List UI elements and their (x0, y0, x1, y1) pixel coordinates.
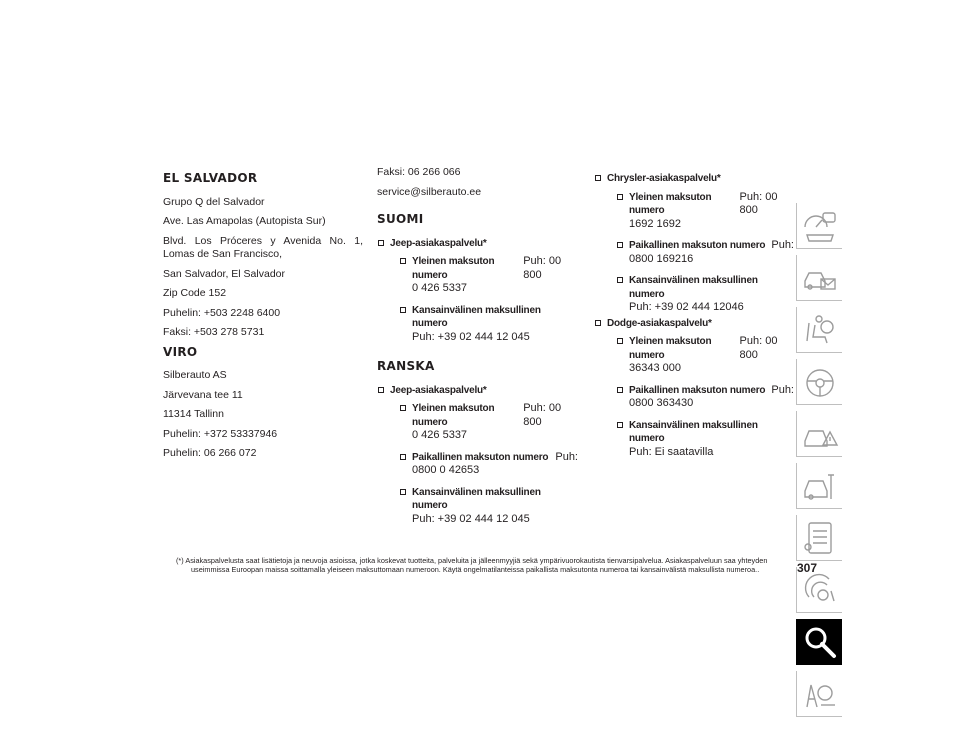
service-item: Dodge-asiakaspalvelu* (594, 317, 794, 331)
phone-item: Kansainvälinen maksullinen numero Puh: Ei saatavilla (616, 419, 794, 460)
heading-ranska: RANSKA (377, 359, 435, 373)
column-1 (163, 166, 363, 467)
text-line: San Salvador, El Salvador (163, 267, 285, 280)
dashboard-gauge-icon (801, 207, 839, 245)
tab-servicing[interactable] (796, 463, 842, 509)
specifications-list-icon (801, 519, 839, 557)
chapter-tabs (796, 203, 842, 723)
checkbox-bullet-icon (617, 242, 623, 248)
checkbox-bullet-icon (617, 277, 623, 283)
text-line: Puhelin: +503 2248 6400 (163, 306, 281, 319)
car-warning-icon (801, 415, 839, 453)
checkbox-bullet-icon (617, 338, 623, 344)
checkbox-bullet-icon (617, 194, 623, 200)
car-envelope-icon (801, 259, 839, 297)
phone-item: Yleinen maksuton numero Puh: 00 800 1692 1692 (616, 191, 794, 232)
text-line: Ave. Las Amapolas (Autopista Sur) (163, 215, 326, 227)
text-line: Faksi: +503 278 5731 (163, 326, 265, 338)
steering-wheel-icon (801, 363, 839, 401)
tab-emergency[interactable] (796, 411, 842, 457)
checkbox-bullet-icon (400, 258, 406, 264)
text-line: 11314 Tallinn (163, 408, 224, 420)
checkbox-bullet-icon (400, 489, 406, 495)
phone-item: Paikallinen maksuton numero Puh: 0800 0 42653 (399, 451, 578, 478)
heading-viro: VIRO (163, 344, 198, 359)
phone-item: Yleinen maksuton numero Puh: 00 800 0 426 5337 (399, 255, 578, 296)
footnote-line-2: useimmissa Euroopan maissa soittamalla yleiseen maksuttomaan numeroon. Käytä ongelmatilanteissa paikallista maksutonta numeroa tai kansainvälistä maksullista numeroa.. (191, 565, 760, 574)
checkbox-bullet-icon (617, 387, 623, 393)
multimedia-icon (801, 571, 839, 609)
heading-suomi: SUOMI (377, 212, 424, 226)
search-icon (801, 623, 839, 661)
tab-driving[interactable] (796, 359, 842, 405)
service-item: Jeep-asiakaspalvelu* (377, 384, 578, 398)
phone-item: Yleinen maksuton numero Puh: 00 800 36343 000 (616, 335, 794, 376)
heading-el-salvador: EL SALVADOR (163, 171, 258, 185)
service-item: Chrysler-asiakaspalvelu* (594, 172, 794, 186)
checkbox-bullet-icon (400, 454, 406, 460)
tab-getting-to-know[interactable] (796, 255, 842, 301)
email-text: service@silberauto.ee (377, 185, 482, 198)
phone-item: Kansainvälinen maksullinen numero Puh: +39 02 444 12 045 (399, 486, 578, 527)
tab-safety[interactable] (796, 307, 842, 353)
page-number: 307 (797, 561, 818, 575)
phone-item: Paikallinen maksuton numero Puh: 0800 169216 (616, 239, 794, 266)
tab-languages[interactable] (796, 671, 842, 717)
text-line: Puhelin: +372 53337946 (163, 427, 278, 440)
language-index-icon (801, 675, 839, 713)
checkbox-bullet-icon (617, 422, 623, 428)
checkbox-bullet-icon (378, 387, 384, 393)
text-line: Blvd. Los Próceres y Avenida No. 1, Lomas de San Francisco, (163, 234, 363, 260)
tab-specifications[interactable] (796, 515, 842, 561)
footnote (176, 556, 788, 574)
service-item: Jeep-asiakaspalvelu* (377, 237, 578, 251)
checkbox-bullet-icon (400, 405, 406, 411)
text-line: Puhelin: 06 266 072 (163, 447, 257, 459)
text-line: Silberauto AS (163, 369, 227, 381)
phone-item: Paikallinen maksuton numero Puh: 0800 363430 (616, 384, 794, 411)
tab-index[interactable] (796, 619, 842, 665)
phone-item: Kansainvälinen maksullinen numero Puh: +39 02 444 12 045 (399, 304, 578, 345)
checkbox-bullet-icon (400, 307, 406, 313)
text-line: Zip Code 152 (163, 287, 227, 299)
phone-item: Yleinen maksuton numero Puh: 00 800 0 426 5337 (399, 402, 578, 443)
checkbox-bullet-icon (595, 175, 601, 181)
checkbox-bullet-icon (378, 240, 384, 246)
column-3 (594, 166, 794, 467)
column-2 (377, 166, 578, 534)
car-wrench-icon (801, 467, 839, 505)
text-line: Grupo Q del Salvador (163, 195, 265, 208)
tab-dashboard[interactable] (796, 203, 842, 249)
checkbox-bullet-icon (595, 320, 601, 326)
text-line: Faksi: 06 266 066 (377, 166, 461, 178)
text-line: Järvevana tee 11 (163, 388, 243, 401)
airbag-seat-icon (801, 311, 839, 349)
phone-item: Kansainvälinen maksullinen numero Puh: +39 02 444 12046 (616, 274, 794, 315)
footnote-line-1: (*) Asiakaspalvelusta saat lisätietoja ja neuvoja asioissa, jotka koskevat tuotteita, palveluita ja jälleenmyyjiä sekä ympärivuorokautista tienvarsipalvelua. Asiakaspalveluun saa yhteyden (176, 556, 768, 565)
